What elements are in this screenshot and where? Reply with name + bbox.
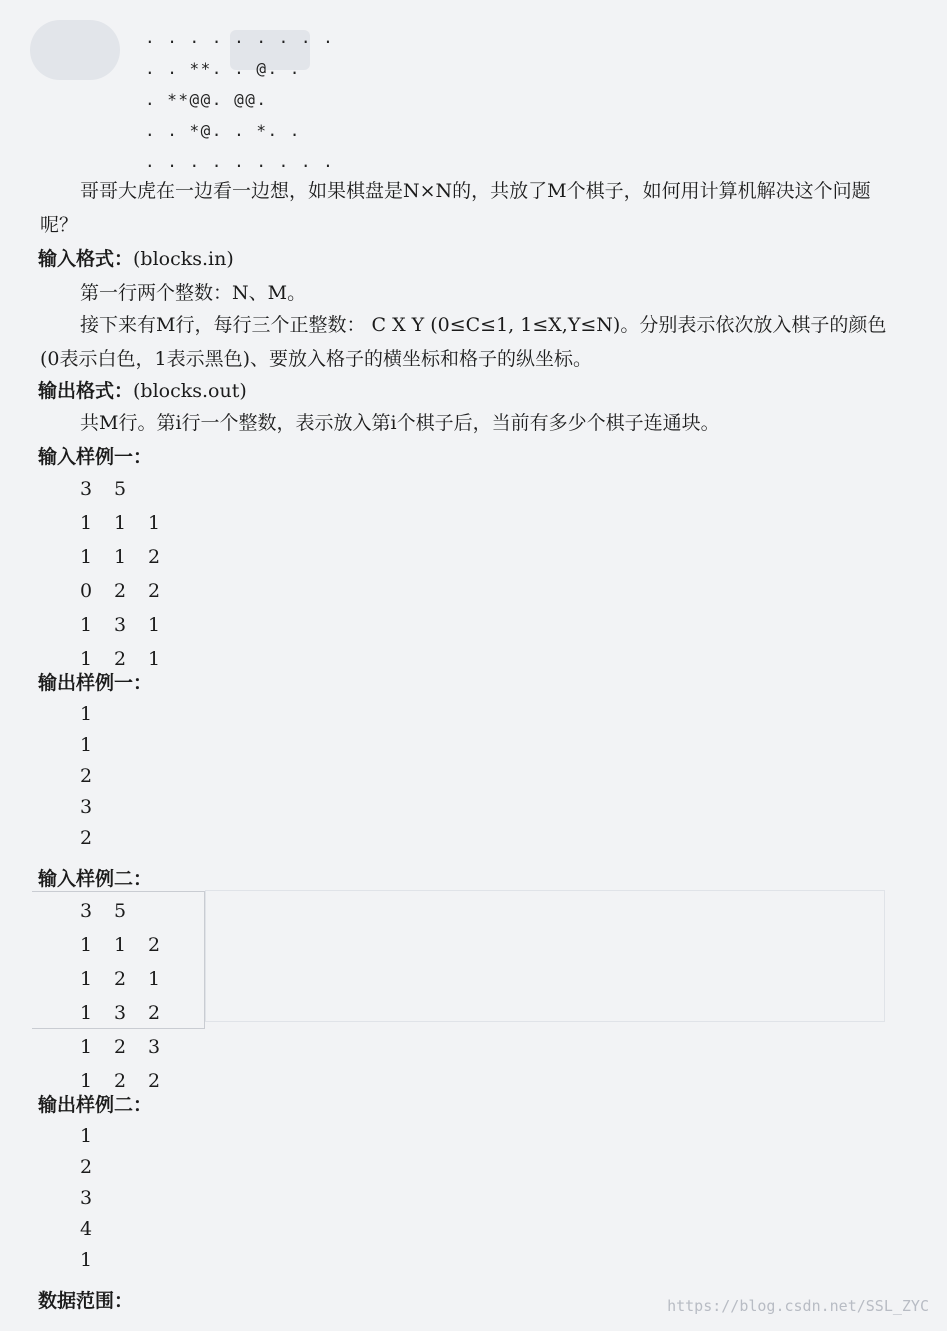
- output-value: 1: [80, 734, 93, 756]
- output-value: 1: [80, 1249, 93, 1271]
- sample-row: 3 5: [80, 900, 127, 922]
- board-diagram: [145, 22, 334, 177]
- board-row: . **@@. @@.: [145, 90, 268, 109]
- input-format-heading: [38, 242, 234, 276]
- sample-input-1: [80, 472, 182, 676]
- sample-output-1: [80, 699, 92, 854]
- output-value: 2: [80, 1156, 93, 1178]
- output-format-line1: 共M行。第i行一个整数，表示放入第i个棋子后，当前有多少个棋子连通块。: [80, 412, 720, 434]
- board-row: . . . . . . . . .: [145, 152, 335, 171]
- output-value: 1: [80, 1125, 93, 1147]
- sample-input-1-heading: 输入样例一：: [38, 446, 153, 468]
- intro-paragraph: 哥哥大虎在一边看一边想，如果棋盘是N×N的，共放了M个棋子，如何用计算机解决这个问题呢？: [40, 180, 871, 236]
- input-format-line1: 第一行两个整数：N、M。: [80, 282, 307, 304]
- input-format-label: 输入格式：: [38, 248, 134, 270]
- sample-row: 0 2 2: [80, 580, 161, 602]
- bleed-through-table: [205, 890, 885, 1022]
- bleed-through-mark: [30, 20, 120, 80]
- board-row: . . *@. . *. .: [145, 121, 301, 140]
- sample-row: 1 1 2: [80, 934, 161, 956]
- board-row: . . . . . . . . .: [145, 28, 335, 47]
- sample-row: 1 1 2: [80, 546, 161, 568]
- sample-row: 1 2 1: [80, 648, 161, 670]
- sample-input-2-heading: 输入样例二：: [38, 868, 153, 890]
- output-format-heading: [38, 374, 247, 408]
- sample-input-2: [80, 894, 182, 1098]
- output-value: 2: [80, 827, 93, 849]
- sample-row: 1 1 1: [80, 512, 161, 534]
- board-row: . . **. . @. .: [145, 59, 301, 78]
- sample-row: 1 2 1: [80, 968, 161, 990]
- sample-row: 3 5: [80, 478, 127, 500]
- data-range-heading: 数据范围：: [38, 1290, 134, 1312]
- sample-output-1-heading: 输出样例一：: [38, 672, 153, 694]
- output-value: 3: [80, 796, 93, 818]
- sample-row: 1 3 2: [80, 1002, 161, 1024]
- sample-row: 1 3 1: [80, 614, 161, 636]
- sample-row: 1 2 3: [80, 1036, 161, 1058]
- input-file-name: (blocks.in): [133, 248, 234, 270]
- sample-output-2-heading: 输出样例二：: [38, 1094, 153, 1116]
- output-value: 2: [80, 765, 93, 787]
- output-file-name: (blocks.out): [133, 380, 247, 402]
- output-format-label: 输出格式：: [38, 380, 134, 402]
- input-format-line2: 接下来有M行，每行三个正整数： C X Y (0≤C≤1, 1≤X,Y≤N)。分别表示依次放入棋子的颜色(0表示白色，1表示黑色)、要放入格子的横坐标和格子的纵坐标。: [40, 314, 887, 370]
- sample-row: 1 2 2: [80, 1070, 161, 1092]
- watermark: https://blog.csdn.net/SSL_ZYC: [667, 1297, 929, 1315]
- sample-output-2: [80, 1121, 92, 1276]
- output-value: 3: [80, 1187, 93, 1209]
- output-value: 1: [80, 703, 93, 725]
- output-value: 4: [80, 1218, 93, 1240]
